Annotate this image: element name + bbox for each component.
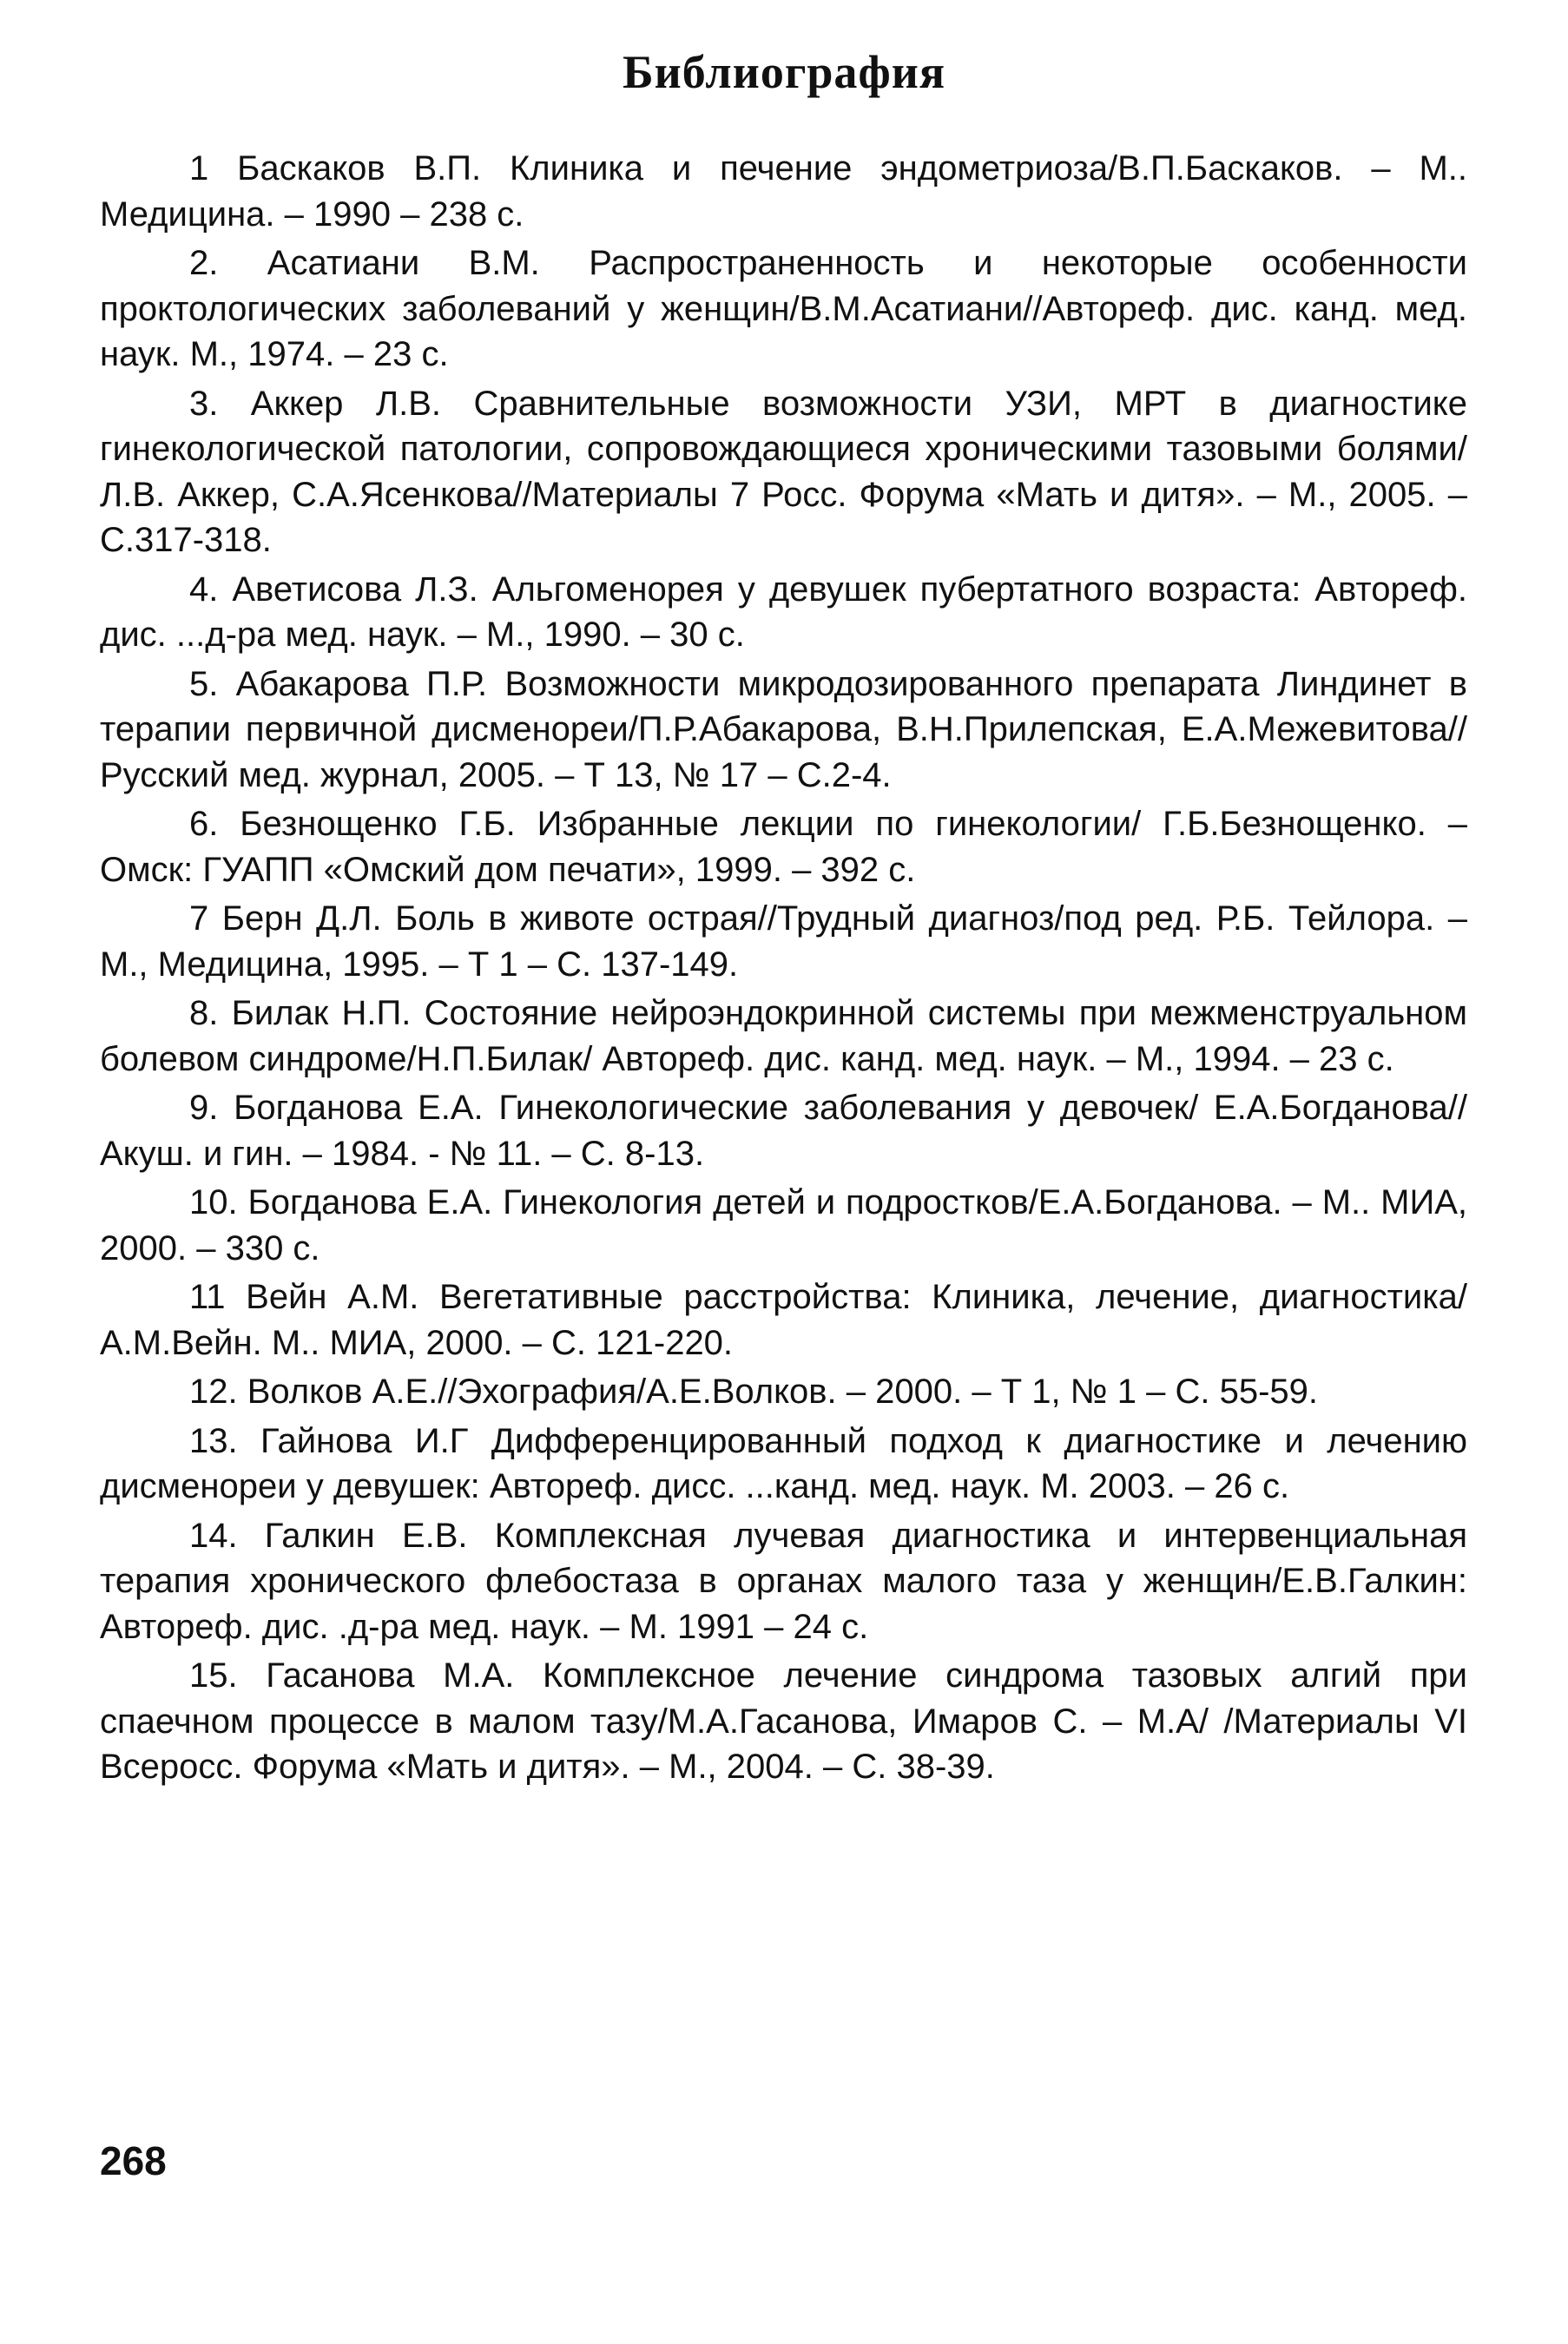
page-title: Библиография — [622, 46, 946, 98]
bibliography-list — [100, 146, 1467, 1794]
page-number: 268 — [100, 2138, 167, 2183]
bibliography-entry: 14. Галкин Е.В. Комплексная лучевая диагностика и интервенциальная терапия хронического флебостаза в органах малого таза у женщин/Е.В.Галкин: Автореф. дис. .д-ра мед. наук. – М. 1991 – 24 с. — [100, 1516, 1467, 1646]
bibliography-entry: 15. Гасанова М.А. Комплексное лечение синдрома тазовых алгий при спаечном процессе в малом тазу/М.А.Гасанова, Имаров С. – М.А/ /Материалы VI Всеросс. Форума «Мать и дитя». – М., 2004. – С. 38-39. — [100, 1656, 1467, 1786]
bibliography-entry: 3. Аккер Л.В. Сравнительные возможности УЗИ, МРТ в диагностике гинекологической патологии, сопровождающиеся хроническими тазовыми болями/Л.В. Аккер, С.А.Ясенкова//Материалы 7 Росс. Форума «Мать и дитя». – М., 2005. – С.317-318. — [100, 384, 1467, 559]
bibliography-entry: 6. Безнощенко Г.Б. Избранные лекции по гинекологии/ Г.Б.Безнощенко. – Омск: ГУАПП «Омский дом печати», 1999. – 392 с. — [100, 805, 1467, 889]
bibliography-entry: 2. Асатиани В.М. Распространенность и некоторые особенности проктологических заболеваний у женщин/В.М.Асатиани//Автореф. дис. канд. мед. наук. М., 1974. – 23 с. — [100, 244, 1467, 373]
bibliography-entry: 8. Билак Н.П. Состояние нейроэндокринной системы при межменструальном болевом синдроме/Н.П.Билак/ Автореф. дис. канд. мед. наук. – М., 1994. – 23 с. — [100, 994, 1467, 1078]
bibliography-entry: 4. Аветисова Л.З. Альгоменорея у девушек пубертатного возраста: Автореф. дис. ...д-ра мед. наук. – М., 1990. – 30 с. — [100, 570, 1467, 654]
bibliography-entry: 12. Волков А.Е.//Эхография/А.Е.Волков. – 2000. – Т 1, № 1 – С. 55-59. — [189, 1373, 1318, 1411]
bibliography-entry: 1 Баскаков В.П. Клиника и печение эндометриоза/В.П.Баскаков. – М.. Медицина. – 1990 – 238 с. — [100, 149, 1467, 234]
bibliography-entry: 11 Вейн А.М. Вегетативные расстройства: Клиника, лечение, диагностика/А.М.Вейн. М.. МИА, 2000. – С. 121-220. — [100, 1278, 1467, 1362]
bibliography-entry: 10. Богданова Е.А. Гинекология детей и подростков/Е.А.Богданова. – М.. МИА, 2000. – 330 с. — [100, 1183, 1467, 1267]
bibliography-entry: 9. Богданова Е.А. Гинекологические заболевания у девочек/ Е.А.Богданова//Акуш. и гин. – 1984. - № 11. – С. 8-13. — [100, 1089, 1467, 1173]
bibliography-entry: 5. Абакарова П.Р. Возможности микродозированного препарата Линдинет в терапии первичной дисменореи/П.Р.Абакарова, В.Н.Прилепская, Е.А.Межевитова//Русский мед. журнал, 2005. – Т 13, № 17 – С.2-4. — [100, 664, 1467, 794]
bibliography-entry: 13. Гайнова И.Г Дифференцированный подход к диагностике и лечению дисменореи у девушек: Автореф. дисс. ...канд. мед. наук. М. 2003. – 26 с. — [100, 1421, 1467, 1505]
bibliography-entry: 7 Берн Д.Л. Боль в животе острая//Трудный диагноз/под ред. Р.Б. Тейлора. – М., Медицина, 1995. – Т 1 – С. 137-149. — [100, 899, 1467, 984]
